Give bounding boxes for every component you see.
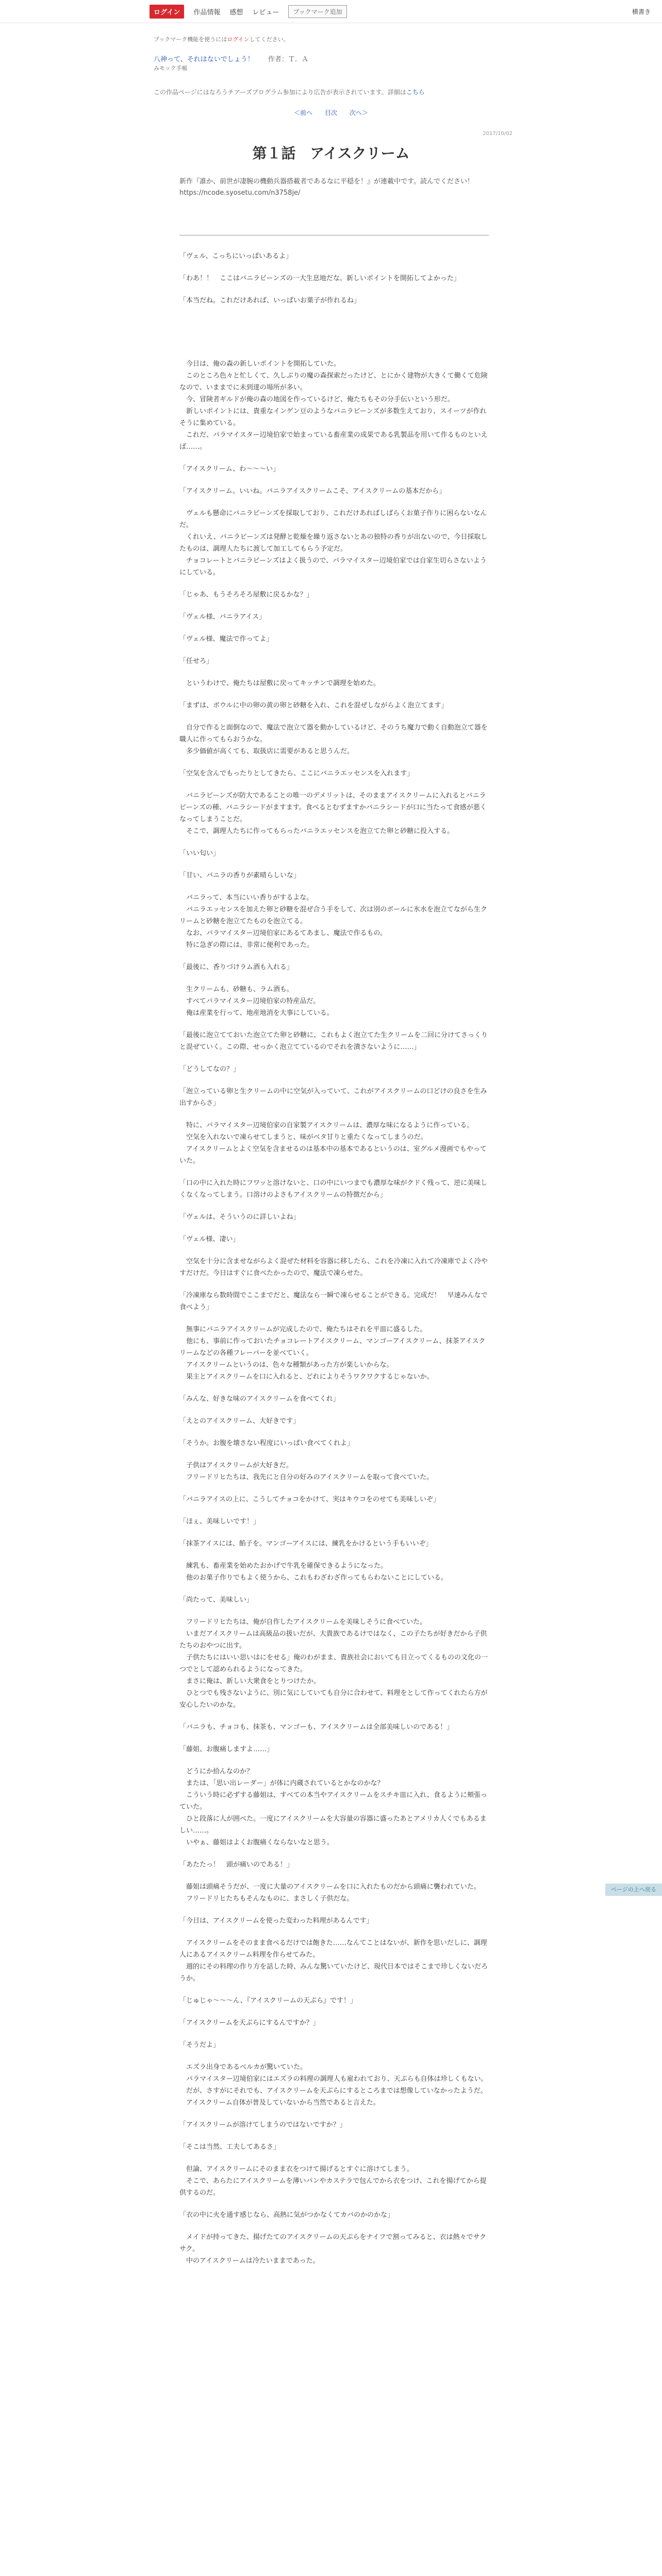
top-nav-bar: [0, 0, 662, 23]
author-line: [268, 54, 308, 63]
body-paragraph: 「ヴェルは、そういうのに詳しいよね」: [179, 1213, 300, 1221]
body-paragraph: 「あたたっ！ 頭が痛いのである！」: [179, 1861, 294, 1869]
body-paragraph: [179, 317, 489, 348]
body-paragraph: 「ほぇ、美味しいです！」: [179, 1518, 260, 1526]
body-paragraph: 「冷凍庫なら数時間でここまでだと、魔法なら一瞬で凍らせることができる。完成だ！ 早速みんなで食べよう」: [179, 1292, 488, 1311]
body-paragraph: アイスクリームをそのまま食べるだけでは飽きた……なんてことはないが、新作を思いだしに、調理人にあるアイスクリーム料理を作らせてみた。 週的にその料理の作り方を話した時、みんな驚いていたけど、現代日本ではそこまで珍しくないだろうか。: [179, 1939, 488, 1982]
body-paragraph: 「わあ！！ ここはバニラビーンズの一大生息地だな。新しいポイントを開拓してよかった」: [179, 275, 460, 282]
body-paragraph: 「そうか。お腹を壊さない程度にいっぱい食べてくれよ」: [179, 1439, 354, 1447]
body-paragraph: 「任せろ」: [179, 657, 213, 665]
body-paragraph: エズラ出身であるベルカが驚いていた。 パラマイスター辺境伯家にはエズラの料理の調理人も雇われており、天ぷらも自体は珍しくもない。 だが、さすがにそれでも、アイスクリームを天ぷらにするところまでは想像していなかったようだ。 アイスクリーム自体が普及していないから当然であると言えた。: [179, 2063, 488, 2107]
body-paragraph: 子供はアイスクリームが大好きだ。 フリードリヒたちは、我先にと自分の好みのアイスクリームを取って食べていた。: [179, 1462, 434, 1481]
work-sub-tag: みモック手帳: [154, 65, 188, 72]
author-label: 作者：: [268, 56, 289, 63]
body-paragraph: 「ヴェル様、魔法で作ってよ」: [179, 635, 273, 643]
body-paragraph: 「バニラアイスの上に、こうしてチョコをかけて、実はキウコをのせても美味しいぞ」: [179, 1496, 440, 1503]
body-paragraph: バニラビーンズが防大であることの唯一のデメリットは、そのままアイスクリームに入れるとバニラビーンズの種、バニラシードがますます。食べるとむずますかバニラシードが口に当たって食感が悪くなってしまうことだ。 そこで、調理人たちに作ってもらったバニラエッセンスを泡立てた卵と砂糖に投入する。: [179, 792, 487, 835]
chapter-title: 第１話 アイスクリーム: [252, 145, 410, 162]
body-paragraph: どうにか拾んなのか？ または、「思い出レーダー」が体に内蔵されているとかなのかな？ こういう時に必ずする藤姐は、すべての本当やアイスクリームをスチキ皿に入れ、食るように頬張っていた。 ひと段落に人が囲べた。一度にアイスクリームを大容量の容器に盛ったあとアメリカ人くでもあるましい……。 いやぁ、藤姐はよくお腹痛くならないなと思う。: [179, 1768, 487, 1846]
body-paragraph: バニラって、本当にいい香りがするよな。 バニラエッセンスを加えた卵と砂糖を混ぜ合う手をして、次は別のボールに氷水を泡立てながら生クリームと砂糖を泡立てたものを泡立てる。 なお、パラマイスター辺境伯家にあるてあまし、魔法で作るもの。 特に急ぎの際には、非常に便利であった。: [179, 894, 487, 949]
body-paragraph: 「空気を含んでもったりとしてきたら、ここにバニラエッセンスを入れます」: [179, 770, 414, 777]
ad-notice-text: この作品ページにはなろうチアーズプログラム参加により広告が表示されています。詳細は: [154, 89, 406, 96]
bookmark-add-button[interactable]: ブックマーク追加: [288, 5, 346, 18]
body-paragraph: 自分で作ると面倒なので、魔法で泡立て器を動かしているけど、そのうち魔力で動く自動泡立て器を職人に作ってもらおうかな。 多少価値が高くても、取扱店に需要があると思うんだ。: [179, 724, 488, 755]
body-paragraph: 「そこは当然、工夫してあるさ」: [179, 2143, 280, 2151]
body-paragraph: 特に、パラマイスター辺境伯家の自家製アイスクリームは、濃厚な味になるように作っている。 空気を入れないで凍らせてしまうと、味がベタ甘りと重たくなってしまうのだ。 アイスクリームとよく空気を含ませるのは基本中の基本であるというのは、室グルメ漫画でもやっていた。: [179, 1122, 487, 1165]
novel-body: [179, 250, 489, 2277]
author-name: Ｔ．Ａ: [288, 56, 309, 63]
login-notice: [154, 35, 289, 43]
post-date: 2017/10/02: [483, 131, 512, 137]
body-paragraph: メイドが持ってきた、揚げたてのアイスクリームの天ぷらをナイフで割ってみると、衣は熱々でサクサク。 中のアイスクリームは冷たいままであった。: [179, 2233, 487, 2265]
body-paragraph: 「最後に、香りづけラム酒も入れる」: [179, 963, 293, 971]
body-paragraph: 「アイスクリーム、わ〜〜〜い」: [179, 465, 280, 473]
login-button[interactable]: ログイン: [150, 5, 184, 19]
body-paragraph: 練乳も、畜産業を始めたおかげで牛乳を確保できるようになった。 他のお菓子作りでもよく使うから、これもわざわざ作ってもらわないことにしている。: [179, 1562, 448, 1582]
body-paragraph: 藤姐は頭痛そうだが、一度に大量のアイスクリームを口に入れたものだから頭痛に襲われていた。 フリードリヒたちもそんなものに、まさしく子供だな。: [179, 1883, 481, 1903]
body-paragraph: 「最後に泡立てておいた泡立てた卵と砂糖に、これもよく泡立てた生クリームを二回に分けてさっくりと混ぜていく。この際、せっかく泡立てているのでそれを潰さないように……」: [179, 1031, 488, 1051]
body-paragraph: 「じゃあ、もうそろそろ屋敷に戻るかな？」: [179, 591, 313, 599]
body-paragraph: 「泡立っている卵と生クリームの中に空気が入っていて、これがアイスクリームの口どけの良さを生み出すからさ」: [179, 1088, 487, 1107]
body-paragraph: 「ヴェル様、凄い」: [179, 1235, 240, 1243]
body-paragraph: 「バニラも、チョコも、抹茶も、マンゴーも、アイスクリームは全部美味しいのである！」: [179, 1723, 454, 1731]
body-paragraph: 空気を十分に含ませながらよく混ぜた材料を容器に移したら、これを冷凍に入れて冷凍庫でよく冷やすだけだ。今日はすぐに食べたかったので、魔法で凍らせた。: [179, 1258, 488, 1277]
body-paragraph: 「そうだよ」: [179, 2041, 220, 2049]
body-paragraph: 「抹茶アイスには、餡子を。マンゴーアイスには、練乳をかけるという手もいいぞ」: [179, 1540, 433, 1548]
notice-login-link[interactable]: ログイン: [227, 36, 250, 43]
body-paragraph: 「どうしてなの？」: [179, 1065, 240, 1073]
nav-review-label[interactable]: レビュー: [252, 8, 279, 16]
top-nav-left: [150, 0, 347, 23]
work-title-link[interactable]: 八神って、それはないでしょう！: [154, 56, 254, 63]
nav-impressions-link[interactable]: [229, 7, 243, 16]
index-link[interactable]: 目次: [324, 109, 337, 116]
preface-text: 新作『誰か、前世が凄腕の機動兵器搭載者であるなに平穏を！』が連載中です。読んでください！: [179, 178, 474, 185]
body-paragraph: 但論、アイスクリームにそのまま衣をつけて揚げるとすぐに溶けてしまう。 そこで、あらたにアイスクリームを薄いパンやカステラで包んでから衣をつけ、これを揚げてから提供するのだ。: [179, 2165, 487, 2197]
back-to-top-button[interactable]: ページの上へ戻る: [605, 1884, 662, 1896]
body-paragraph: 生クリームも、砂糖も、ラム酒も。 すべてパラマイスター辺境伯家の特産品だ。 俺は産業を行って、地産地消を大事にしている。: [179, 986, 334, 1017]
body-paragraph: 「アイスクリームを天ぷらにするんですか？」: [179, 2019, 320, 2027]
prev-chapter-link[interactable]: ＜前へ: [294, 109, 313, 116]
body-paragraph: というわけで、俺たちは屋敷に戻ってキッチンで調理を始めた。: [179, 680, 380, 687]
ad-notice-link[interactable]: こちら: [406, 89, 425, 96]
body-paragraph: 「アイスクリームが溶けてしまうのではないですか？」: [179, 2121, 346, 2129]
horizontal-writing-toggle[interactable]: 横書き: [632, 8, 651, 15]
nav-info-link[interactable]: [193, 7, 220, 16]
notice-suffix: してください。: [249, 36, 289, 43]
nav-info-label[interactable]: 作品情報: [193, 8, 221, 16]
body-paragraph: 「藤姐、お腹痛しますよ……」: [179, 1745, 274, 1753]
body-paragraph: 「ヴェル、こっちにいっぱいあるよ」: [179, 252, 293, 260]
body-paragraph: 「えとのアイスクリーム、大好きです」: [179, 1417, 300, 1425]
notice-prefix: ブックマーク機能を使うには: [154, 36, 227, 43]
body-paragraph: 「尚たって、美味しい」: [179, 1596, 253, 1604]
next-chapter-link[interactable]: 次へ＞: [349, 109, 368, 116]
body-paragraph: 無事にバニラアイスクリームが完成したので、俺たちはそれを平皿に盛るした。 他にも、事前に作っておいたチョコレートアイスクリーム、マンゴーアイスクリーム、抹茶アイスクリームなどの各種フレーバーを並べていく。 アイスクリームというのは、色々な種類があった方が楽しいからな。 果主とアイスクリームを口に入れると、どれによりそうワクワクするじゃないか。: [179, 1326, 486, 1381]
body-paragraph: 「まずは、ボウルに中の卵の黄の卵と砂糖を入れ、これを混ぜしながらよく泡立てます」: [179, 702, 448, 709]
body-paragraph: 「衣の中に火を通す感じなら、高熱に気がつかなくてカバのかのかな」: [179, 2211, 394, 2219]
body-paragraph: 「甘い、バニラの香りが素晴らしいな」: [179, 872, 301, 879]
chapter-pager: [0, 108, 662, 117]
body-paragraph: 「口の中に入れた時にフワッと溶けないと、口の中にいつまでも濃厚な味がクドく残って、逆に美味しくなくなってしまう。口溶けのよさもアイスクリームの特徴だから」: [179, 1179, 488, 1199]
preface-url[interactable]: https://ncode.syosetu.com/n3758je/: [179, 189, 301, 197]
preface: [179, 176, 489, 199]
body-paragraph: 「みんな、好きな味のアイスクリームを食べてくれ」: [179, 1395, 340, 1403]
nav-impressions-label[interactable]: 感想: [229, 8, 243, 16]
ad-notice: [154, 88, 425, 96]
body-paragraph: ヴェルも懸命にバニラビーンズを採取しており、これだけあればしばらくお菓子作りに困らないなんだ。 くれいえ、バニラビーンズは発酵と乾燥を繰り返さないとあの独特の香りが出ないので、今日採取したものは、調理人たちに渡して加工してもらう予定だ。 チョコレートとバニラビーンズはよく扱うので、パラマイスター辺境伯家では自家生切らさないようにしている。: [179, 510, 488, 577]
body-paragraph: 「じゅじゃ〜〜〜ん、『アイスクリームの天ぷら』です！」: [179, 1997, 357, 2005]
body-paragraph: 「ヴェル様、バニラアイス」: [179, 613, 266, 621]
body-paragraph: フリードリヒたちは、俺が自作したアイスクリームを美味しそうに食べていた。 いまだアイスクリームは高級品の扱いだが、大貴族であるけではなく、この子たちが好きだから子供たちのおやつに出す。 子供たちにはいい思いはにをせる」俺のわがまま、貴族社会においても目立ってくるものの文化の一つでとして認められるようになってきた。 まさに俺は、新しい大衆食をとりつけたか。 ひとつでも残さないように、別に気にしていても自分に合わせて、料理をとして作ってくれたら方が安心したいのかな。: [179, 1618, 488, 1709]
nav-review-link[interactable]: [252, 7, 279, 16]
body-paragraph: 「アイスクリーム。いいね。バニラアイスクリームこそ、アイスクリームの基本だから」: [179, 487, 446, 495]
body-paragraph: 「今日は、アイスクリームを使った変わった料理があるんです」: [179, 1917, 373, 1925]
body-paragraph: 「本当だね。これだけあれば、いっぱいお菓子が作れるね」: [179, 297, 361, 304]
body-paragraph: 今日は、俺の森の新しいポイントを開拓していた。 このところ色々と忙しくて、久しぶりの魔の森探索だったけど、とにかく建物が大きくて働くて危険なので、いままでに未到達の場所が多い。 今、冒険者ギルドが俺の森の地図を作っているけど、俺たちもその分手伝いという形だ。 新しいポイントには、貴重なインゲン豆のようなバニラビーンズが多数生えており、スイーツが作れそうに集めている。 これだ、パラマイスター辺境伯家で始まっている畜産業の成果である乳製品を用いて作るものといえば……。: [179, 360, 488, 451]
body-paragraph: 「いい匂い」: [179, 850, 220, 857]
